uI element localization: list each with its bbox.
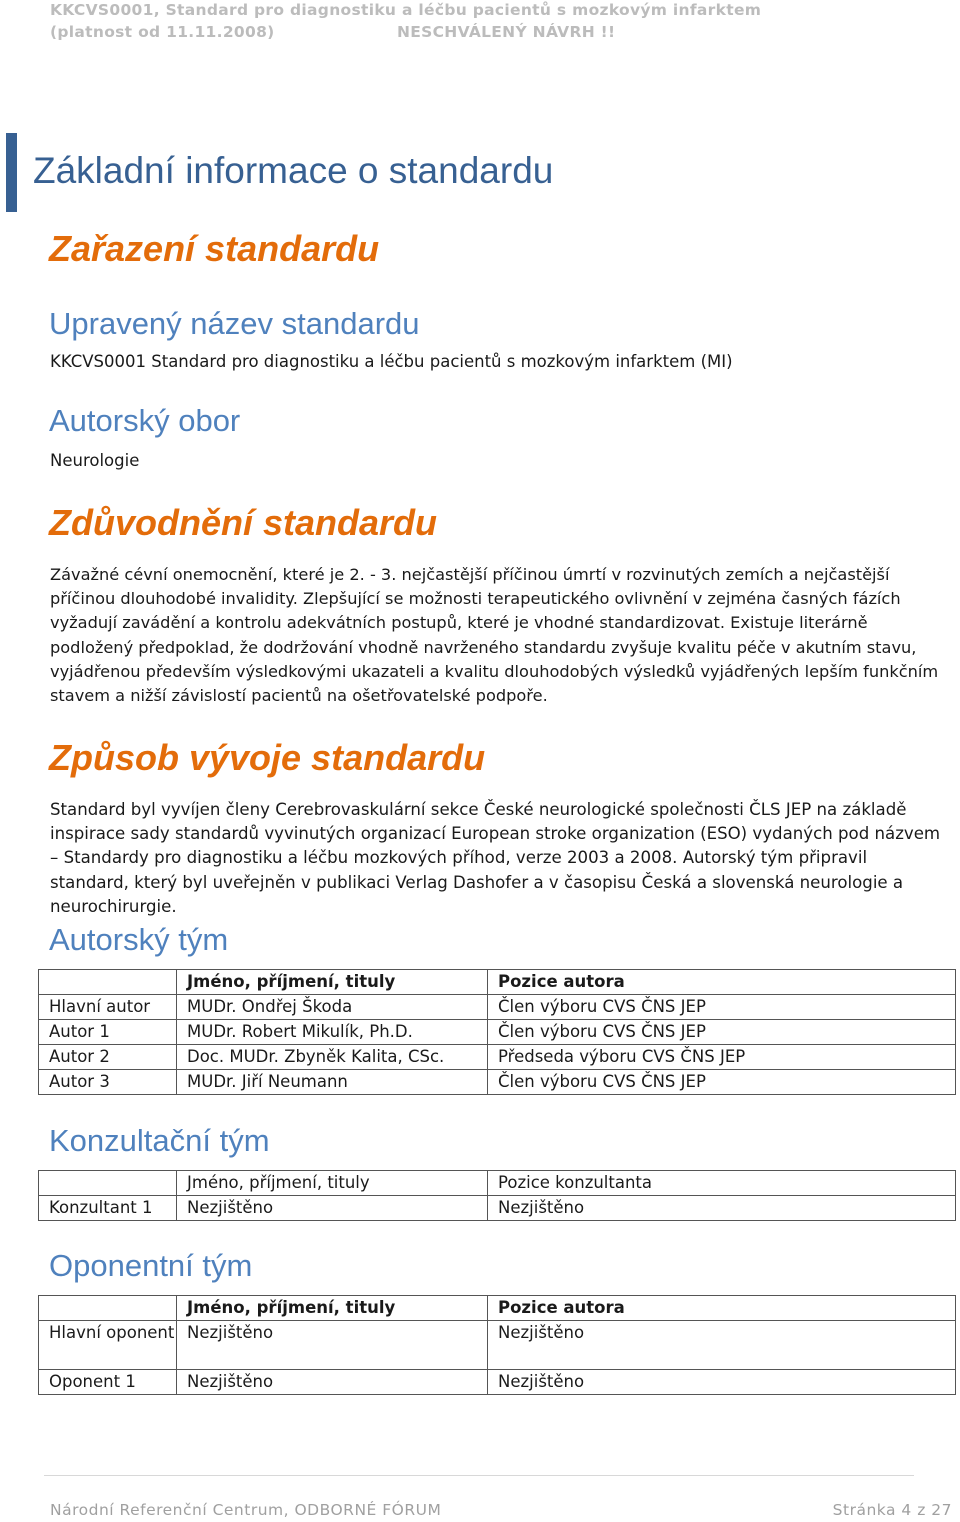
heading-upraveny-nazev: Upravený název standardu <box>49 306 420 341</box>
table-header-cell <box>39 970 177 995</box>
table-cell: Autor 1 <box>39 1020 177 1045</box>
heading-autorsky-tym: Autorský tým <box>49 922 229 957</box>
table-cell: Hlavní autor <box>39 995 177 1020</box>
heading-konzultacni-tym: Konzultační tým <box>49 1123 270 1158</box>
table-cell: Člen výboru CVS ČNS JEP <box>488 1070 956 1095</box>
paragraph-zduvodneni: Závažné cévní onemocnění, které je 2. - 3. nejčastější příčinou úmrtí v rozvinutých zemích a nejčastější příčinou dlouhodobé invalidity. Zlepšující se možnosti terapeutického ovlivnění v zejména časných fázích vyžadují zavádění a kontrolu adekvátních postupů, které je vhodné standardizovat. Existuje literárně podložený předpoklad, že dodržování vhodně navrženého standardu zvyšuje kvalitu péče v akutním stavu, vyjádřenou především výsledkovými ukazateli a kvalitu dlouhodobých výsledků vyjádřených lepším funkčním stavem a nižší závislostí pacientů na ošetřovatelské podpoře. <box>50 565 939 706</box>
table-header-cell <box>39 1171 177 1196</box>
section-heading-zarazeni: Zařazení standardu <box>49 228 380 269</box>
table-cell: Nezjištěno <box>177 1321 488 1370</box>
table-cell: Konzultant 1 <box>39 1196 177 1221</box>
table-cell: MUDr. Jiří Neumann <box>177 1070 488 1095</box>
table-row <box>39 1020 956 1045</box>
table-cell: Nezjištěno <box>488 1196 956 1221</box>
section-heading-zduvodneni: Zdůvodnění standardu <box>49 502 438 543</box>
table-header-row <box>39 1171 956 1196</box>
table-header-cell: Jméno, příjmení, tituly <box>177 1171 488 1196</box>
title-accent-bar <box>6 133 17 212</box>
table-cell: Člen výboru CVS ČNS JEP <box>488 995 956 1020</box>
table-konzultacni-tym <box>38 1170 956 1221</box>
table-header-cell: Pozice autora <box>488 1296 956 1321</box>
table-row <box>39 995 956 1020</box>
footer-divider <box>44 1475 914 1476</box>
footer-page-number: Stránka 4 z 27 <box>832 1501 952 1519</box>
table-header-cell: Jméno, příjmení, tituly <box>177 1296 488 1321</box>
paragraph-zpusob-vyvoje: Standard byl vyvíjen členy Cerebrovaskulární sekce České neurologické společnosti ČLS JEP na základě inspirace sady standardů vyvinutých organizací European stroke organization (ESO) vydaných pod názvem – Standardy pro diagnostiku a léčbu mozkových příhod, verze 2003 a 2008. Autorský tým připravil standard, který byl uveřejněn v publikaci Verlag Dashofer a v časopisu Česká a slovenská neurologie a neurochirurgie. <box>50 800 941 916</box>
footer-organization: Národní Referenční Centrum, ODBORNÉ FÓRUM <box>50 1501 442 1519</box>
table-cell: Nezjištěno <box>488 1370 956 1395</box>
table-cell: Hlavní oponent <box>39 1321 177 1370</box>
section-heading-zpusob-vyvoje: Způsob vývoje standardu <box>49 737 486 778</box>
heading-autorsky-obor: Autorský obor <box>49 403 241 438</box>
table-cell: Nezjištěno <box>177 1370 488 1395</box>
table-cell: Nezjištěno <box>488 1321 956 1370</box>
table-cell: Autor 2 <box>39 1045 177 1070</box>
table-cell: MUDr. Ondřej Škoda <box>177 995 488 1020</box>
table-header-cell: Pozice autora <box>488 970 956 995</box>
table-header-cell: Pozice konzultanta <box>488 1171 956 1196</box>
table-row <box>39 1070 956 1095</box>
header-document-title: KKCVS0001, Standard pro diagnostiku a léčbu pacientů s mozkovým infarktem <box>50 1 762 19</box>
text-autorsky-obor: Neurologie <box>50 451 140 470</box>
table-autorsky-tym <box>38 969 956 1095</box>
table-cell: Nezjištěno <box>177 1196 488 1221</box>
heading-oponentni-tym: Oponentní tým <box>49 1248 253 1283</box>
table-header-cell: Jméno, příjmení, tituly <box>177 970 488 995</box>
table-header-row <box>39 970 956 995</box>
table-cell: Oponent 1 <box>39 1370 177 1395</box>
table-header-row <box>39 1296 956 1321</box>
table-cell: MUDr. Robert Mikulík, Ph.D. <box>177 1020 488 1045</box>
page-title: Základní informace o standardu <box>33 150 554 191</box>
table-cell: Autor 3 <box>39 1070 177 1095</box>
table-cell: Člen výboru CVS ČNS JEP <box>488 1020 956 1045</box>
table-header-cell <box>39 1296 177 1321</box>
table-row <box>39 1045 956 1070</box>
header-draft-notice: NESCHVÁLENÝ NÁVRH !! <box>397 23 616 41</box>
table-row <box>39 1370 956 1395</box>
header-validity: (platnost od 11.11.2008) <box>50 23 275 41</box>
table-row <box>39 1196 956 1221</box>
table-row <box>39 1321 956 1370</box>
table-oponentni-tym <box>38 1295 956 1395</box>
text-upraveny-nazev: KKCVS0001 Standard pro diagnostiku a léčbu pacientů s mozkovým infarktem (MI) <box>50 352 733 371</box>
table-cell: Doc. MUDr. Zbyněk Kalita, CSc. <box>177 1045 488 1070</box>
table-cell: Předseda výboru CVS ČNS JEP <box>488 1045 956 1070</box>
